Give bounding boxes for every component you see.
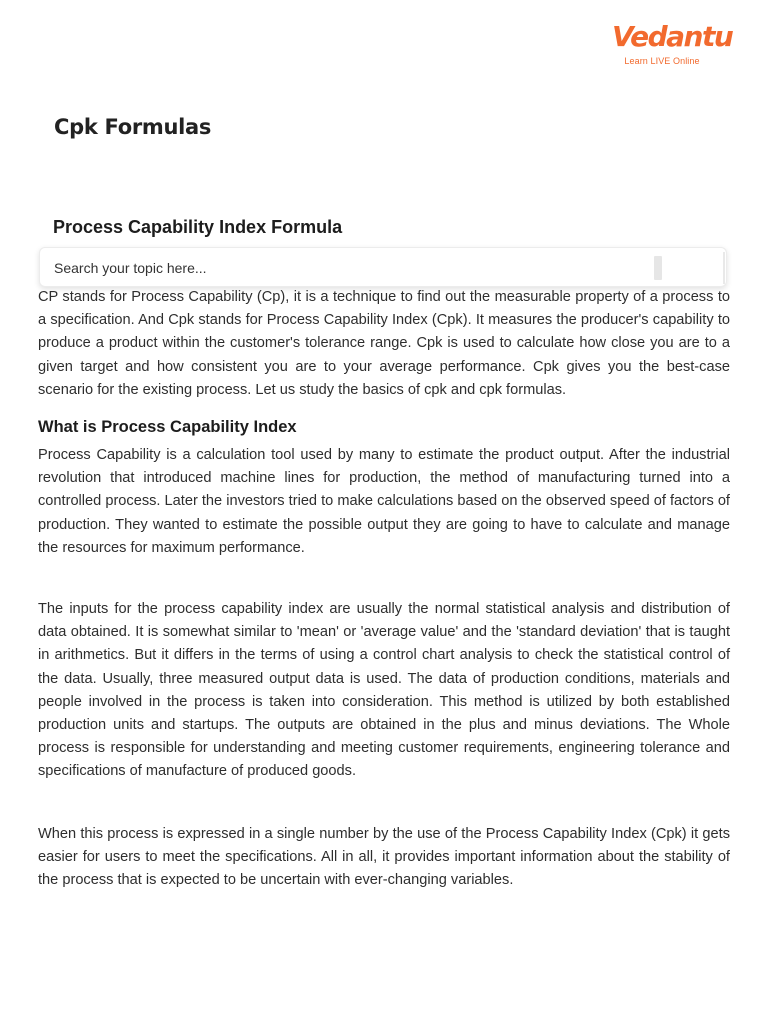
logo-wordmark: Vedantu [612,20,733,53]
search-divider [723,252,725,284]
page-title: Cpk Formulas [54,115,212,139]
search-icon[interactable] [654,256,662,280]
article-paragraph: The inputs for the process capability index are usually the normal statistical analysis and distribution of data obtained. It is somewhat similar to 'mean' or 'average value' and the 'standard deviation' that is taught in arithmetics. But it differs in the terms of using a control chart analysis to check the statistical control of the data. Usually, three measured output data is used. The data of production conditions, materials and people involved in the process is taken into consideration. This method is utilized by both established production units and startups. The outputs are obtained in the plus and minus deviations. The Whole process is responsible for understanding and meeting customer requirements, engineering tolerance and specifications of manufacture of produced goods. [38,601,730,780]
search-input[interactable] [54,257,634,279]
search-bar[interactable] [39,247,727,287]
section-title: Process Capability Index Formula [53,217,343,237]
article-paragraph: When this process is expressed in a single number by the use of the Process Capability Index (Cpk) it gets easier for users to meet the specifications. All in all, it provides important information about the stability of the process that is expected to be uncertain with ever-changing variables. [38,825,730,889]
intro-paragraph: CP stands for Process Capability (Cp), it is a technique to find out the measurable property of a process to a specification. And Cpk stands for Process Capability Index (Cpk). It measures the producer's capability to produce a product within the customer's tolerance range. Cpk is used to calculate how close you are to a given target and how consistent you are to your average performance. Cpk gives you the best-case scenario for the existing process. Let us study the basics of cpk and cpk formulas. [38,289,730,398]
article-heading: What is Process Capability Index [38,418,297,437]
logo-tagline: Learn LIVE Online [624,56,700,66]
vedantu-logo[interactable] [612,20,733,72]
article-body [38,286,730,892]
article-paragraph: Process Capability is a calculation tool used by many to estimate the product output. After the industrial revolution that introduced machine lines for production, the method of manufacturing turned into a controlled process. Later the investors tried to make calculations based on the observed speed of factors of production. They wanted to estimate the possible output they are going to have to calculate and manage the resources for maximum performance. [38,447,730,556]
